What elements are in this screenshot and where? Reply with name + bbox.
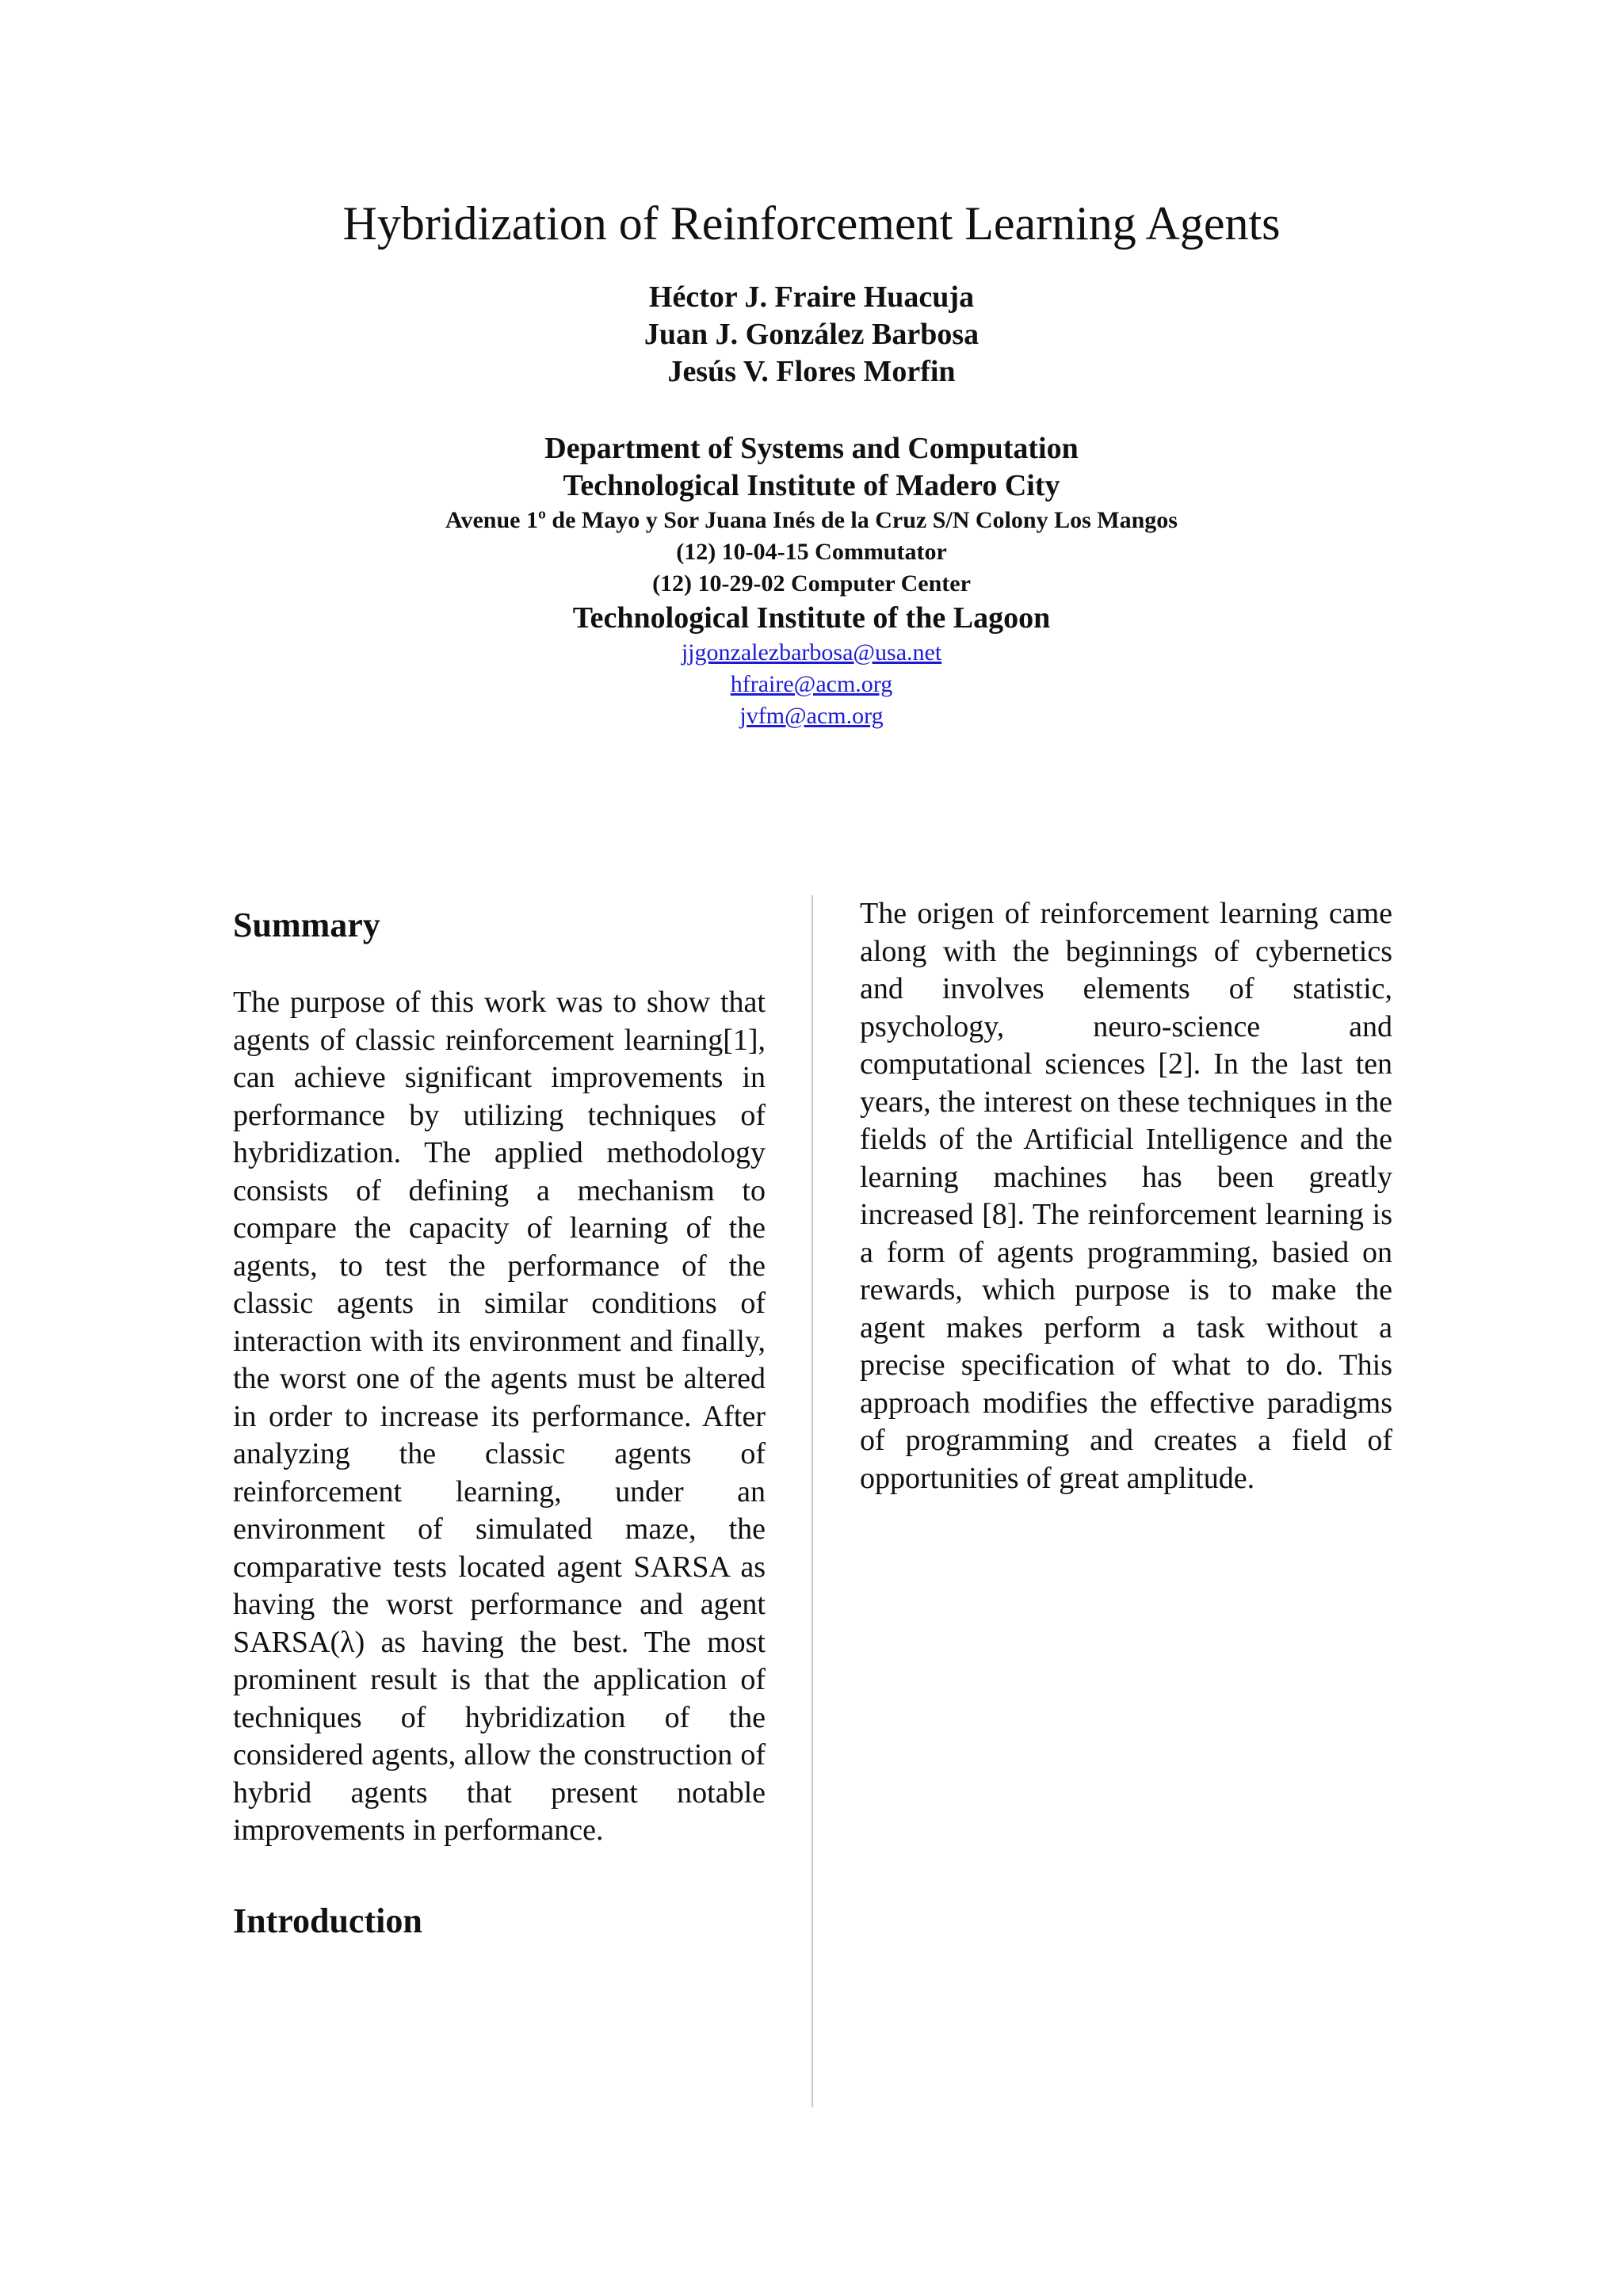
institute-name: Technological Institute of Madero City — [563, 469, 1060, 502]
introduction-heading: Introduction — [233, 1901, 422, 1940]
phone-commutator: (12) 10-04-15 Commutator — [676, 539, 947, 565]
author-name: Héctor J. Fraire Huacuja — [648, 280, 975, 314]
author-name: Jesús V. Flores Morfin — [667, 355, 956, 388]
affiliation-block — [0, 430, 1623, 732]
author-name: Juan J. González Barbosa — [643, 318, 980, 351]
institute-name-2: Technological Institute of the Lagoon — [572, 601, 1051, 635]
paper-title: Hybridization of Reinforcement Learning Agents — [342, 197, 1281, 250]
email-link[interactable]: hfraire@acm.org — [730, 671, 893, 697]
left-column — [233, 895, 766, 1980]
department-name: Department of Systems and Computation — [544, 432, 1079, 465]
right-column — [860, 895, 1392, 1497]
author-list — [0, 279, 1623, 391]
paper-header — [0, 190, 1623, 732]
institute-address: Avenue 1º de Mayo y Sor Juana Inés de la Cruz S/N Colony Los Mangos — [445, 507, 1178, 533]
column-divider — [812, 895, 813, 2107]
summary-paragraph: The purpose of this work was to show that agents of classic reinforcement learning[1], can achieve significant improvements in performance by utilizing techniques of hybridization. The applied methodology consists of defining a mechanism to compare the capacity of learning of the agents, to test the performance of the classic agents in similar conditions of interaction with its environment and finally, the worst one of the agents must be altered in order to increase its performance. After analyzing the classic agents of reinforcement learning, under an environment of simulated maze, the comparative tests located agent SARSA as having the worst performance and agent SARSA(λ) as having the best. The most prominent result is that the application of techniques of hybridization of the considered agents, allow the construction of hybrid agents that present notable improvements in performance. — [233, 986, 766, 1847]
email-link[interactable]: jjgonzalezbarbosa@usa.net — [681, 639, 942, 666]
email-link[interactable]: jvfm@acm.org — [739, 703, 884, 729]
phone-computer-center: (12) 10-29-02 Computer Center — [652, 570, 971, 597]
summary-heading: Summary — [233, 906, 380, 944]
introduction-paragraph: The origen of reinforcement learning came along with the beginnings of cybernetics and involves elements of statistic, psychology, neuro-science and computational sciences [2]. In the last ten years, the interest on these techniques in the fields of the Artificial Intelligence and the learning machines has been greatly increased [8]. The reinforcement learning is a form of agents programming, basied on rewards, which purpose is to make the agent makes perform a task without a precise specification of what to do. This approach modifies the effective paradigms of programming and creates a field of opportunities of great amplitude. — [860, 897, 1392, 1495]
